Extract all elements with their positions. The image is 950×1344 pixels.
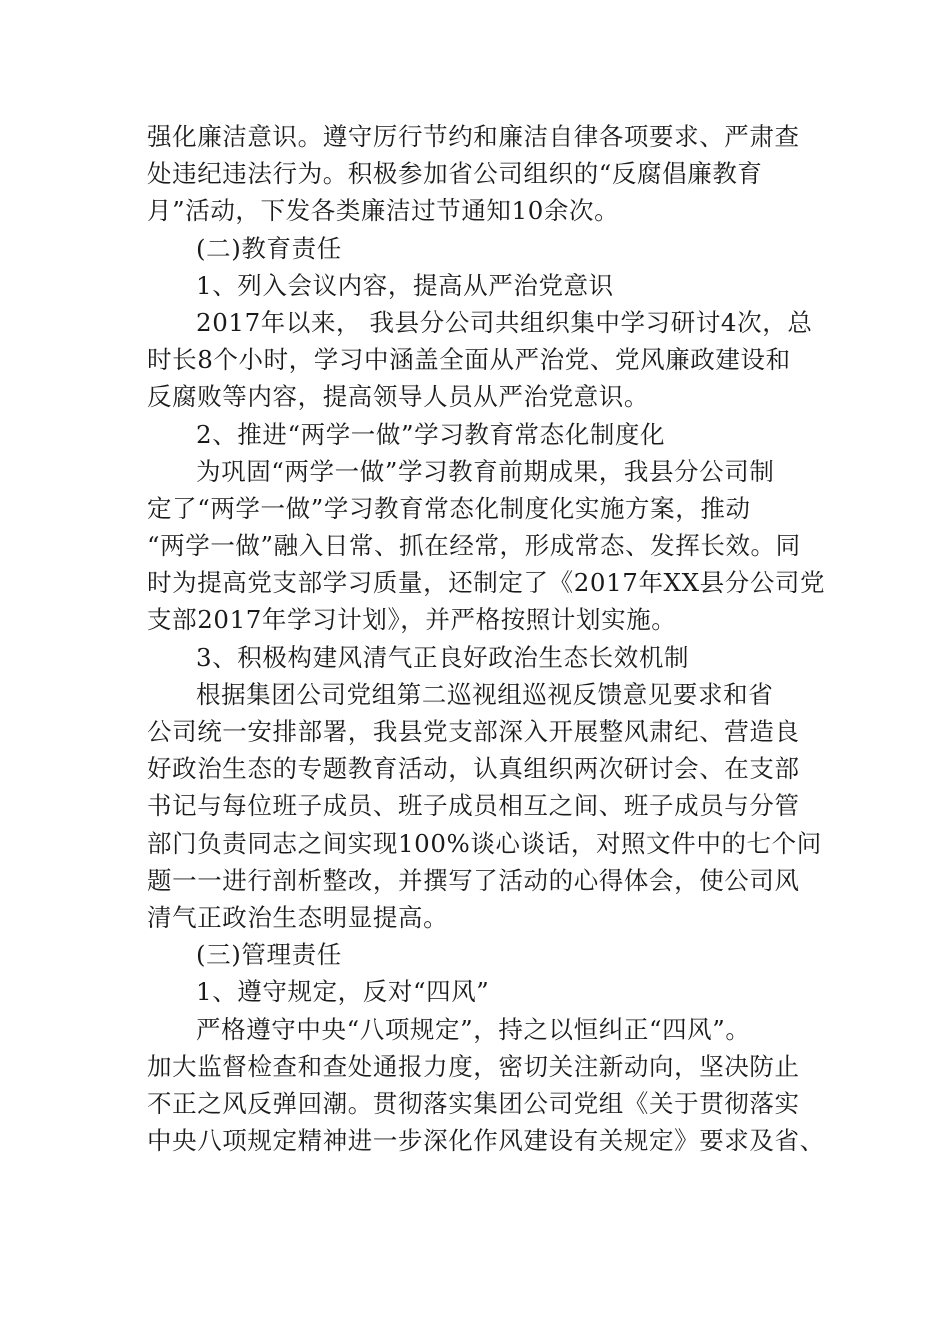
text-line: 为巩固“两学一做”学习教育前期成果，我县分公司制 bbox=[196, 456, 775, 486]
text-line: 处违纪违法行为。积极参加省公司组织的“反腐倡廉教育 bbox=[147, 159, 763, 189]
text-line: 严格遵守中央“八项规定”，持之以恒纠正“四风”。 bbox=[196, 1014, 751, 1044]
text-line: 反腐败等内容，提高领导人员从严治党意识。 bbox=[147, 382, 649, 412]
text-line: 好政治生态的专题教育活动，认真组织两次研讨会、在支部 bbox=[147, 754, 800, 784]
text-line: 部门负责同志之间实现100%谈心谈话，对照文件中的七个问 bbox=[147, 828, 822, 858]
text-line: 公司统一安排部署，我县党支部深入开展整风肃纪、营造良 bbox=[147, 717, 800, 746]
text-line: 题一一进行剖析整改，并撰写了活动的心得体会，使公司风 bbox=[147, 865, 800, 895]
text-line: 根据集团公司党组第二巡视组巡视反馈意见要求和省 bbox=[196, 679, 774, 709]
text-line: 1、列入会议内容，提高从严治党意识 bbox=[196, 270, 614, 300]
text-line: 时为提高党支部学习质量，还制定了《2017年XX县分公司党 bbox=[147, 568, 826, 598]
text-line: 3、积极构建风清气正良好政治生态长效机制 bbox=[196, 642, 690, 672]
text-line: 支部2017年学习计划》，并严格按照计划实施。 bbox=[147, 605, 677, 635]
text-line: “两学一做”融入日常、抓在经常，形成常态、发挥长效。同 bbox=[147, 531, 801, 561]
text-line: (二)教育责任 bbox=[196, 233, 342, 263]
text-line: 强化廉洁意识。遵守厉行节约和廉洁自律各项要求、严肃查 bbox=[147, 122, 800, 151]
text-line: 清气正政治生态明显提高。 bbox=[147, 902, 449, 932]
text-line: 2、推进“两学一做”学习教育常态化制度化 bbox=[196, 419, 666, 449]
text-line: 2017年以来， 我县分公司共组织集中学习研讨4次，总 bbox=[196, 307, 813, 337]
text-line: 书记与每位班子成员、班子成员相互之间、班子成员与分管 bbox=[147, 791, 800, 821]
text-line: 时长8个小时，学习中涵盖全面从严治党、党风廉政建设和 bbox=[147, 345, 791, 375]
text-line: 定了“两学一做”学习教育常态化制度化实施方案，推动 bbox=[147, 493, 751, 523]
document-body bbox=[147, 118, 827, 1159]
text-line: 月”活动，下发各类廉洁过节通知10余次。 bbox=[147, 196, 620, 226]
text-line: 1、遵守规定，反对“四风” bbox=[196, 977, 490, 1007]
text-line: 加大监督检查和查处通报力度，密切关注新动向，坚决防止 bbox=[147, 1051, 800, 1081]
text-line: (三)管理责任 bbox=[196, 940, 342, 970]
text-line: 中央八项规定精神进一步深化作风建设有关规定》要求及省、 bbox=[147, 1126, 825, 1156]
text-line: 不正之风反弹回潮。贯彻落实集团公司党组《关于贯彻落实 bbox=[147, 1088, 800, 1118]
